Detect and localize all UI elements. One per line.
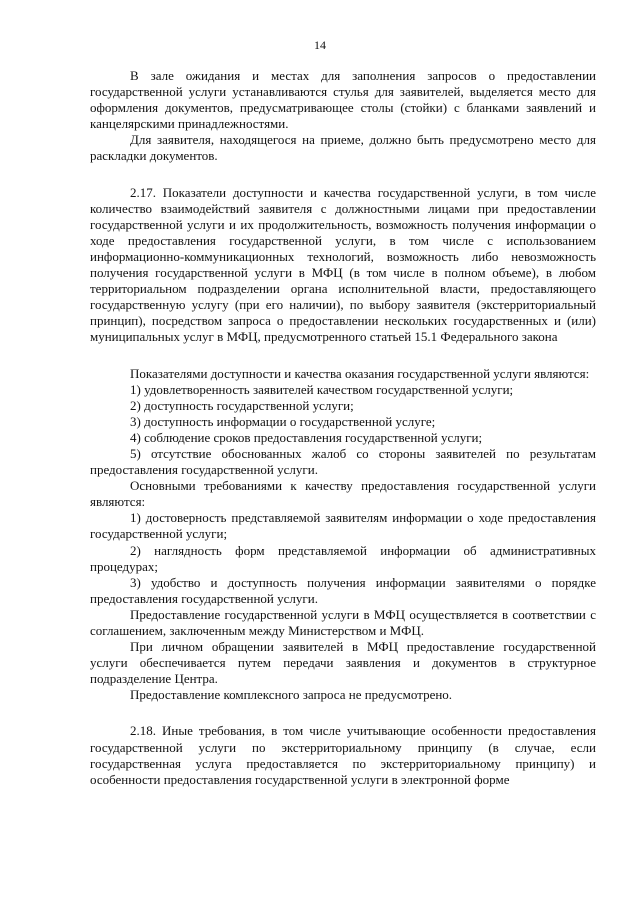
paragraph-document-space: Для заявителя, находящегося на приеме, должно быть предусмотрено место для раскладки документов. — [90, 132, 596, 164]
page-number: 14 — [314, 38, 326, 52]
section-spacer — [90, 346, 596, 366]
list-item-indicator-1: 1) удовлетворенность заявителей качеством государственной услуги; — [130, 381, 514, 397]
list-item-indicator-5: 5) отсутствие обоснованных жалоб со стороны заявителей по результатам предоставления государственной услуги. — [90, 445, 596, 478]
section-spacer — [90, 703, 596, 723]
paragraph-personal-visit: При личном обращении заявителей в МФЦ предоставление государственной услуги обеспечивается путем передачи заявления и документов в структурное подразделение Центра. — [90, 639, 596, 687]
paragraph-waiting-hall: В зале ожидания и местах для заполнения запросов о предоставлении государственной услуги устанавливаются стулья для заявителей, выделяется место для оформления документов, предусматривающее столы (стойки) с бланками заявлений и канцелярскими принадлежностями. — [90, 68, 596, 132]
section-spacer — [90, 165, 596, 185]
paragraph-complex-request: Предоставление комплексного запроса не предусмотрено. — [130, 687, 453, 703]
list-item-requirement-1: 1) достоверность представляемой заявителям информации о ходе предоставления государственной услуги; — [90, 510, 596, 542]
list-item-requirement-3: 3) удобство и доступность получения информации заявителями о порядке предоставления государственной услуги. — [90, 574, 596, 606]
list-item-indicator-4: 4) соблюдение сроков предоставления государственной услуги; — [130, 429, 483, 445]
paragraph-quality-requirements-intro: Основными требованиями к качеству предоставления государственной услуги являются: — [90, 478, 596, 510]
section-heading-2-17: 2.17. Показатели доступности и качества государственной услуги, в том числе количество взаимодействий заявителя с должностными лицами при предоставлении государственной услуги и их продолжительность, возможность получения информации о ходе предоставления государственной услуги, в том числе с использованием информационно-коммуникационных технологий, возможность либо невозможность получения государственной услуги в МФЦ (в том числе в полном объеме), в любом территориальном подразделении органа исполнительной власти, предоставляющего государственную услугу (при его наличии), по выбору заявителя (экстерриториальный принцип), посредством запроса о предоставлении нескольких государственных и (или) муниципальных услуг в МФЦ, предусмотренного статьей 15.1 Федерального закона — [90, 184, 596, 345]
section-heading-2-18: 2.18. Иные требования, в том числе учитывающие особенности предоставления государственной услуги по экстерриториальному принципу (в случае, если государственная услуга предоставляется по экстерриториальному принципу) и особенности предоставления государственной услуги в электронной форме — [90, 723, 596, 787]
document-body — [90, 68, 596, 788]
list-item-indicator-2: 2) доступность государственной услуги; — [130, 397, 354, 413]
paragraph-mfc-agreement: Предоставление государственной услуги в МФЦ осуществляется в соответствии с соглашением, заключенным между Министерством и МФЦ. — [90, 606, 596, 638]
paragraph-indicators-intro: Показателями доступности и качества оказания государственной услуги являются: — [130, 365, 590, 381]
list-item-requirement-2: 2) наглядность форм представляемой информации об административных процедурах; — [90, 542, 596, 574]
list-item-indicator-3: 3) доступность информации о государственной услуге; — [130, 413, 436, 429]
